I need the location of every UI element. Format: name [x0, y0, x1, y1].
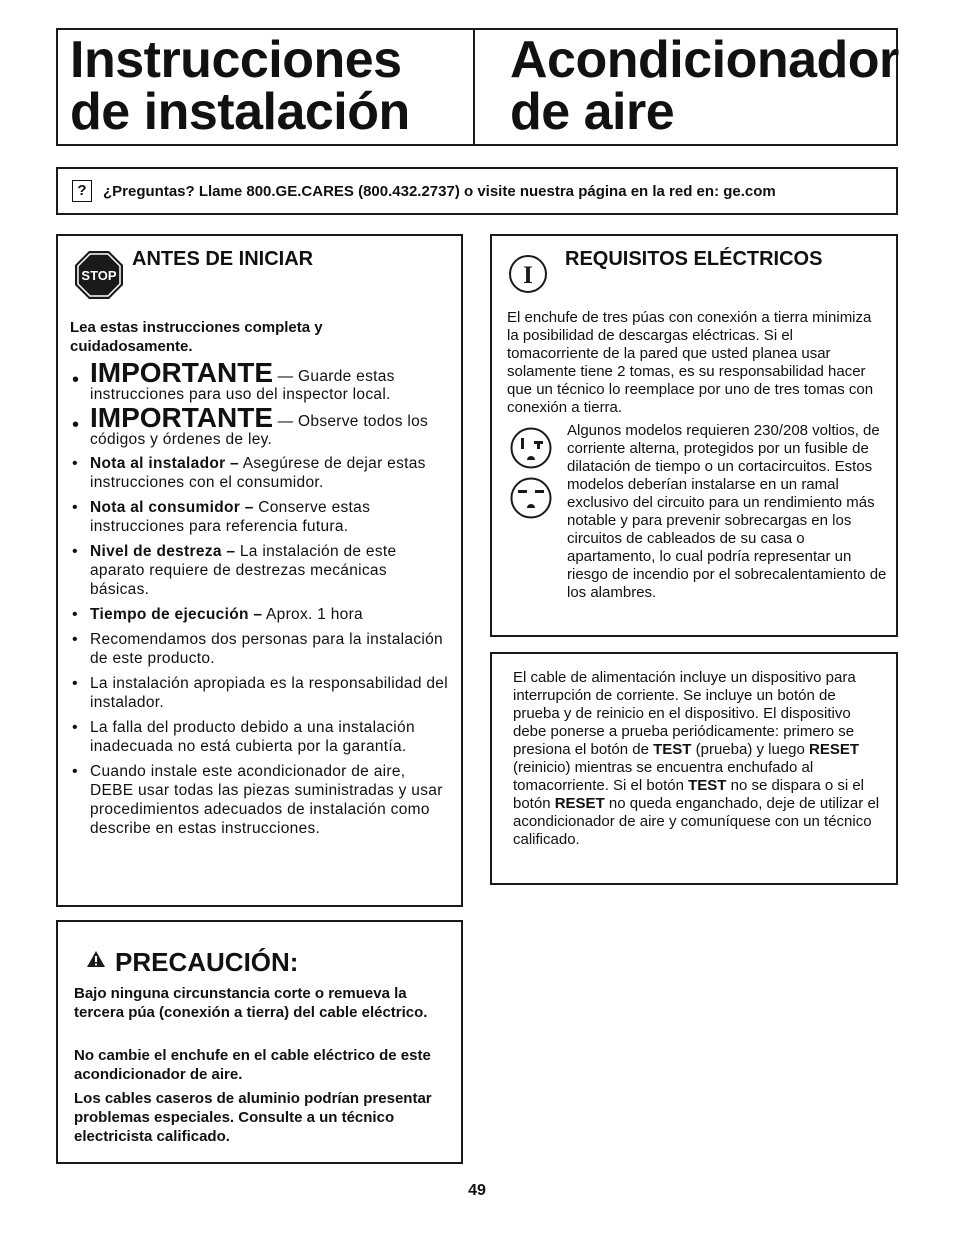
- list-item: • Tiempo de ejecución – Aprox. 1 hora: [70, 605, 450, 624]
- caution-paragraph: No cambie el enchufe en el cable eléctrico de este acondicionador de aire.: [74, 1047, 431, 1083]
- header-title-acondicionador: Acondicionador de aire: [510, 31, 899, 141]
- list-item: • Recomendamos dos personas para la instalación de este producto.: [70, 630, 450, 668]
- before-you-begin-section: [56, 234, 463, 907]
- caution-paragraph: Los cables caseros de aluminio podrían presentar problemas especiales. Consulte a un técnico electricista calificado.: [74, 1090, 432, 1145]
- list-item: • IMPORTANTE — Observe todos los códigos y órdenes de ley.: [70, 409, 450, 449]
- question-icon: ?: [72, 180, 92, 202]
- power-cord-section: [490, 652, 898, 885]
- questions-text: ¿Preguntas? Llame 800.GE.CARES (800.432.2737) o visite nuestra página en la red en: ge.com: [103, 183, 776, 200]
- info-icon: [508, 254, 548, 294]
- header-title-instrucciones: Instrucciones de instalación: [70, 31, 410, 141]
- list-item: • La falla del producto debido a una instalación inadecuada no está cubierta por la garantía.: [70, 718, 450, 756]
- electrical-models-paragraph: Algunos modelos requieren 230/208 voltios, de corriente alterna, protegidos por un fusible de dilatación de tiempo o un cortacircuitos. Estos modelos deberían instalarse en un ramal exclusivo del circuito para un rendimiento más notable y para prevenir sobrecargas en los circuitos de cableados de su casa o apartamento, lo cual podría representar un riesgo de incendio por el sobrecalentamiento de los alambres.: [567, 422, 887, 601]
- stop-sign-icon: [74, 250, 124, 300]
- list-item: • La instalación apropiada es la responsabilidad del instalador.: [70, 674, 450, 712]
- list-item: • IMPORTANTE — Guarde estas instrucciones para uso del inspector local.: [70, 364, 450, 404]
- before-list: [70, 357, 450, 844]
- before-intro: Lea estas instrucciones completa y cuidadosamente.: [70, 319, 323, 355]
- svg-text:STOP: STOP: [81, 268, 117, 283]
- caution-section: [56, 920, 463, 1164]
- list-item: • Nivel de destreza – La instalación de este aparato requiere de destrezas mecánicas básicas.: [70, 542, 450, 599]
- page-number: 49: [468, 1182, 486, 1199]
- warning-triangle-icon: [86, 950, 106, 968]
- caution-title: PRECAUCIÓN:: [115, 947, 299, 977]
- header-right: [475, 30, 899, 144]
- electrical-title: REQUISITOS ELÉCTRICOS: [565, 248, 823, 270]
- electrical-requirements-section: [490, 234, 898, 637]
- list-item: • Nota al consumidor – Conserve estas instrucciones para referencia futura.: [70, 498, 450, 536]
- list-item: • Cuando instale este acondicionador de aire, DEBE usar todas las piezas suministradas y usar procedimientos adecuados de instalación como describe en estas instrucciones.: [70, 762, 450, 838]
- power-cord-paragraph: El cable de alimentación incluye un dispositivo para interrupción de corriente. Se incluye un botón de prueba y de reinicio en el dispositivo. El dispositivo debe ponerse a prueba periódicamente: primero se presiona el botón de TEST (prueba) y luego RESET (reinicio) mientras se encuentra enchufado al tomacorriente. Si el botón TEST no se dispara o si el botón RESET no queda enganchado, deje de utilizar el acondicionador de aire y comuníquese con un técnico calificado.: [513, 669, 880, 848]
- electrical-paragraph: El enchufe de tres púas con conexión a tierra minimiza la posibilidad de descargas eléctricas. Si el tomacorriente de la pared que usted planea usar solamente tiene 2 tomas, es su responsabilidad hacer que un técnico lo reemplace por uno de tres tomas con conexión a tierra.: [507, 309, 874, 416]
- page-header: [56, 28, 898, 146]
- questions-bar: [56, 167, 898, 215]
- svg-text:I: I: [523, 262, 533, 289]
- before-title: ANTES DE INICIAR: [132, 248, 314, 270]
- caution-paragraph: Bajo ninguna circunstancia corte o remueva la tercera púa (conexión a tierra) del cable eléctrico.: [74, 985, 428, 1021]
- header-left: [58, 30, 475, 144]
- list-item: • Nota al instalador – Asegúrese de dejar estas instrucciones con el consumidor.: [70, 454, 450, 492]
- outlet-230v-icon: [510, 427, 552, 469]
- outlet-208v-icon: [510, 477, 552, 519]
